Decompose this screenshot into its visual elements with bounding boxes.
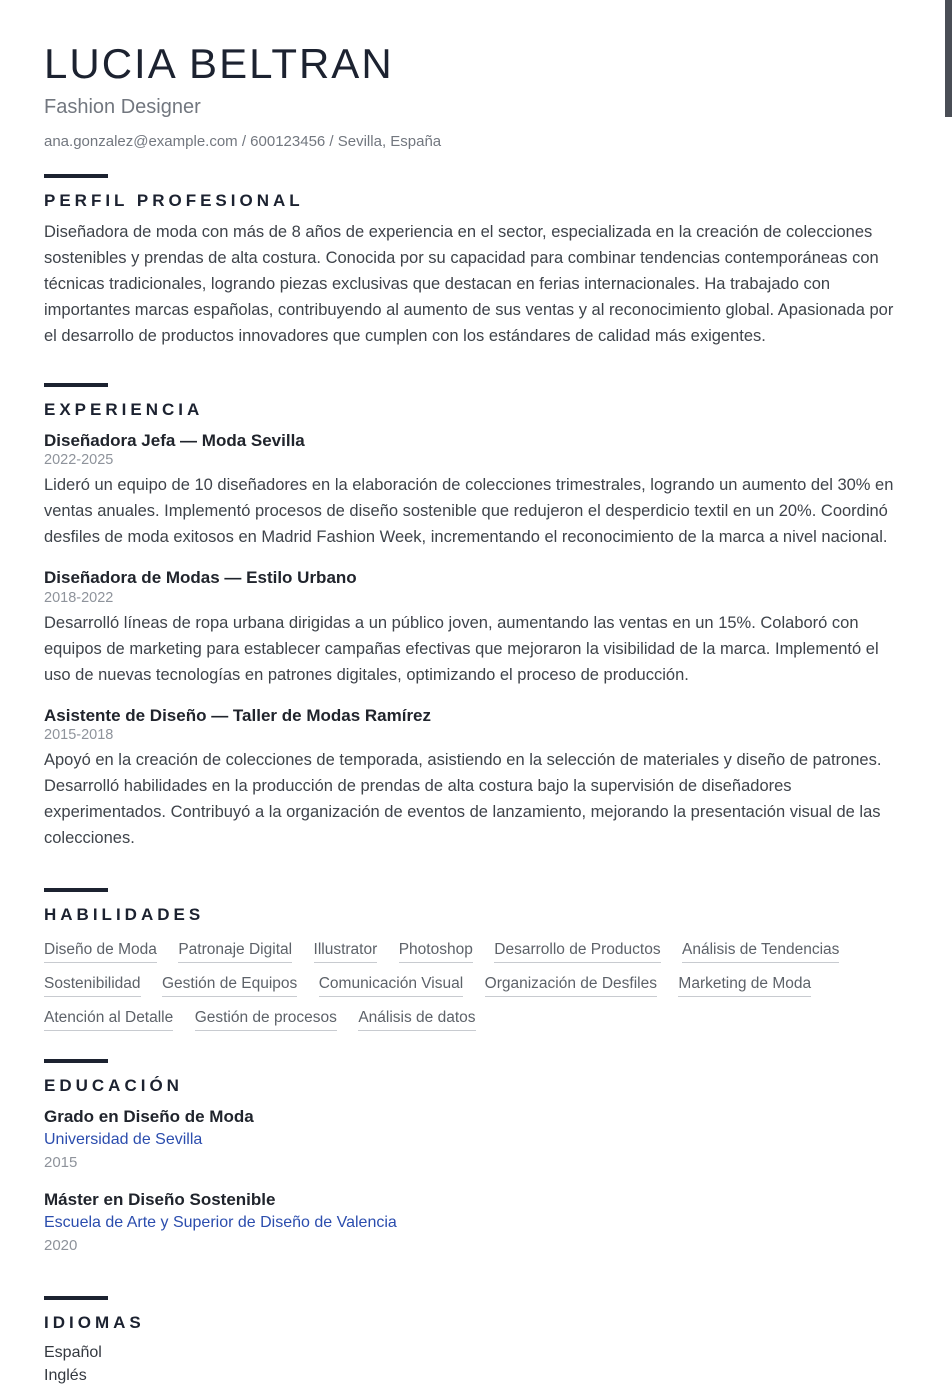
graduation-year: 2020 — [44, 1237, 78, 1255]
education-entry — [44, 1189, 908, 1254]
section-skills — [44, 888, 908, 1031]
skills-list — [44, 929, 908, 1031]
section-divider — [44, 1059, 108, 1063]
school-link[interactable]: Escuela de Arte y Superior de Diseño de Valencia — [44, 1214, 397, 1232]
skill-chip: Desarrollo de Productos — [494, 941, 660, 963]
job-dates: 2022-2025 — [44, 452, 114, 469]
skill-chip: Diseño de Moda — [44, 941, 157, 963]
section-divider — [44, 888, 108, 892]
education-entry — [44, 1106, 908, 1171]
skill-chip: Atención al Detalle — [44, 1009, 173, 1031]
job-title: Diseñadora Jefa — Moda Sevilla — [44, 431, 305, 451]
skills-heading: HABILIDADES — [44, 904, 205, 924]
school-link[interactable]: Universidad de Sevilla — [44, 1131, 203, 1149]
language-item: Español — [44, 1344, 102, 1362]
graduation-year: 2015 — [44, 1154, 78, 1172]
languages-heading: IDIOMAS — [44, 1313, 145, 1333]
skill-chip: Patronaje Digital — [178, 941, 292, 963]
skill-chip: Marketing de Moda — [678, 975, 811, 997]
skill-chip: Sostenibilidad — [44, 975, 141, 997]
profile-heading: PERFIL PROFESIONAL — [44, 191, 304, 211]
resume-header — [44, 40, 908, 150]
job-title: Diseñadora de Modas — Estilo Urbano — [44, 568, 357, 588]
job-title: Asistente de Diseño — Taller de Modas Ramírez — [44, 705, 432, 725]
job-entry — [44, 567, 908, 687]
job-description: Desarrolló líneas de ropa urbana dirigidas a un público joven, aumentando las ventas en un 15%. Colaboró con equipos de marketing para establecer campañas efectivas que mejoraron la visibilidad de la marca. Implementó el uso de nuevas tecnologías en patrones digitales, optimizando el proceso de producción. — [44, 613, 879, 684]
section-education — [44, 1059, 908, 1255]
job-dates: 2018-2022 — [44, 589, 114, 606]
section-languages — [44, 1296, 908, 1387]
section-divider — [44, 1296, 108, 1300]
degree-title: Grado en Diseño de Moda — [44, 1106, 254, 1126]
profile-text: Diseñadora de moda con más de 8 años de experiencia en el sector, especializada en la creación de colecciones sostenibles y prendas de alta costura. Conocida por su capacidad para combinar tendencias contemporáneas con técnicas tradicionales, logrando piezas exclusivas que destacan en ferias internacionales. Ha trabajado con importantes marcas españolas, contribuyendo al aumento de sus ventas y al reconocimiento global. Apasionada por el desarrollo de productos innovadores que cumplen con los estándares de calidad más exigentes. — [44, 223, 894, 346]
candidate-job-title: Fashion Designer — [44, 96, 201, 119]
job-description: Apoyó en la creación de colecciones de temporada, asistiendo en la selección de materiales y diseño de patrones. Desarrolló habilidades en la producción de prendas de alta costura bajo la supervisión de diseñadores experimentados. Contribuyó a la organización de eventos de lanzamiento, mejorando la presentación visual de las colecciones. — [44, 750, 882, 847]
section-profile — [44, 174, 908, 349]
candidate-name: LUCIA BELTRAN — [44, 40, 394, 87]
skill-chip: Photoshop — [399, 941, 473, 963]
skill-chip: Gestión de Equipos — [162, 975, 297, 997]
degree-title: Máster en Diseño Sostenible — [44, 1190, 276, 1210]
contact-line: ana.gonzalez@example.com / 600123456 / Sevilla, España — [44, 133, 442, 151]
section-experience — [44, 383, 908, 851]
scrollbar-thumb[interactable] — [945, 0, 952, 117]
skill-chip: Illustrator — [314, 941, 378, 963]
skill-chip: Comunicación Visual — [319, 975, 463, 997]
languages-list — [44, 1341, 908, 1387]
job-entry — [44, 430, 908, 550]
language-item: Inglés — [44, 1367, 87, 1385]
skill-chip: Organización de Desfiles — [485, 975, 657, 997]
education-heading: EDUCACIÓN — [44, 1075, 183, 1095]
section-divider — [44, 174, 108, 178]
experience-heading: EXPERIENCIA — [44, 400, 204, 420]
job-dates: 2015-2018 — [44, 726, 114, 743]
section-divider — [44, 383, 108, 387]
job-description: Lideró un equipo de 10 diseñadores en la elaboración de colecciones trimestrales, logrando un aumento del 30% en ventas anuales. Implementó procesos de diseño sostenible que redujeron el desperdicio textil en un 20%. Coordinó desfiles de moda exitosos en Madrid Fashion Week, incrementando el reconocimiento de la marca a nivel nacional. — [44, 476, 894, 547]
skill-chip: Análisis de datos — [358, 1009, 475, 1031]
skill-chip: Gestión de procesos — [195, 1009, 337, 1031]
skill-chip: Análisis de Tendencias — [682, 941, 839, 963]
job-entry — [44, 705, 908, 851]
